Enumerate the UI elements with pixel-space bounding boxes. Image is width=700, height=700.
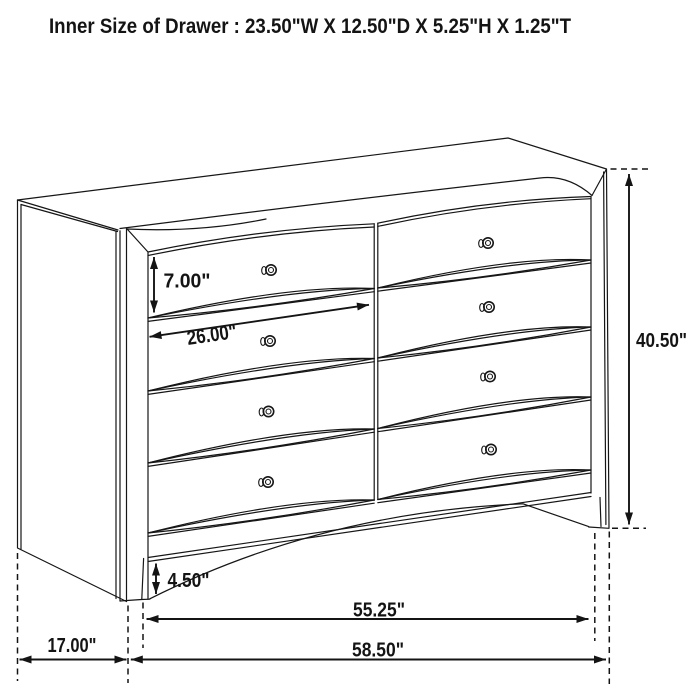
lens-right-3 <box>378 397 591 432</box>
dimension-label-drawer-front-width: 26.00" <box>185 318 250 350</box>
dimension-base-height <box>156 564 210 595</box>
dimension-label-overall-width: 58.50" <box>352 638 404 662</box>
side-panel <box>18 200 127 602</box>
dresser-drawing <box>18 138 610 602</box>
knob-icon <box>259 406 273 416</box>
dimension-annotations <box>18 169 688 684</box>
dimension-label-front-width: 55.25" <box>353 598 405 622</box>
dimension-overall-width <box>131 639 606 662</box>
dimension-top-drawer-height <box>154 257 211 313</box>
drawer-top-edges <box>148 197 591 256</box>
top-front-curved-edge <box>120 178 592 229</box>
knob-icon <box>261 336 275 346</box>
right-leg-front-edge <box>600 498 601 527</box>
lens-right-1 <box>378 259 591 291</box>
right-leg-bottom <box>589 527 609 528</box>
knob-icon <box>262 265 276 275</box>
dimension-front-width <box>147 599 589 622</box>
knob-icon <box>480 302 494 312</box>
lens-left-2 <box>148 358 374 394</box>
top-back-and-right-edge <box>18 138 607 200</box>
dimension-label-side-depth: 17.00" <box>47 634 97 657</box>
lens-right-2 <box>378 327 591 361</box>
left-leg-outer <box>142 559 144 600</box>
base-rail-top-2 <box>148 497 591 562</box>
dimension-label-top-drawer-height: 7.00" <box>163 269 211 293</box>
knob-icon <box>259 477 273 487</box>
dimension-overall-height <box>629 174 687 525</box>
front-frame <box>127 169 609 599</box>
top-slab <box>18 138 607 230</box>
side-panel-top-edge <box>18 200 119 230</box>
knob-icon <box>481 371 495 381</box>
drawer-gap-lenses-left <box>148 288 374 536</box>
extension-dashed-lines <box>18 169 653 684</box>
left-leg-bottom <box>120 599 150 601</box>
knob-icon <box>482 444 496 454</box>
front-left-bevel-and-edge <box>127 229 148 600</box>
lens-left-4 <box>148 500 374 537</box>
lens-left-1 <box>148 288 374 321</box>
dimension-label-base-height: 4.50" <box>167 569 210 592</box>
right-outer-edge-2 <box>604 172 606 525</box>
side-panel-outline <box>18 200 127 602</box>
side-panel-top-inner-edge <box>21 205 118 232</box>
lens-left-3 <box>148 429 374 467</box>
diagram-title: Inner Size of Drawer : 23.50"W X 12.50"D X 5.25"H X 1.25"T <box>49 14 571 38</box>
knob-icon <box>479 238 493 248</box>
top-underside-edge <box>127 219 266 230</box>
dimension-label-overall-height: 40.50" <box>636 329 687 352</box>
dimension-side-depth <box>20 634 127 660</box>
right-outer-edge <box>607 169 610 528</box>
